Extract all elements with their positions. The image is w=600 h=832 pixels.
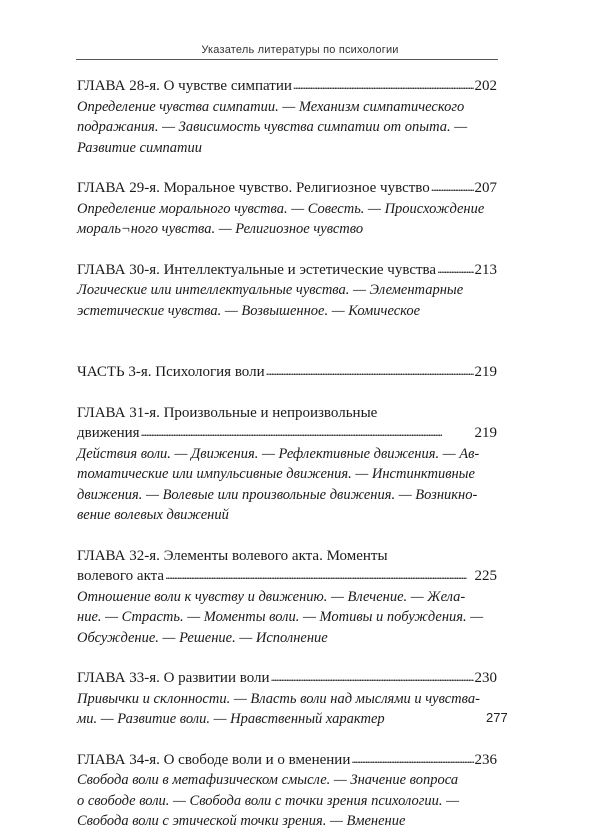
dot-leader — [293, 75, 474, 96]
description-line: вение волевых движений — [77, 507, 229, 523]
dot-leader — [141, 422, 474, 443]
description-line: подражания. — Зависимость чувства симпатии от опыта. — — [77, 119, 468, 135]
chapter-title: ГЛАВА 28-я. О чувстве симпатии — [77, 78, 292, 94]
chapter-heading-line — [77, 566, 497, 587]
page-number: 219 — [474, 364, 497, 380]
toc-entry-chapter-33 — [77, 668, 497, 730]
page-number: 213 — [474, 261, 497, 278]
toc-entry-chapter-28 — [77, 76, 497, 158]
chapter-heading-line — [77, 750, 497, 771]
toc-entry-chapter-34 — [77, 750, 497, 832]
description-line: Действия воли. — Движения. — Рефлективные движения. — Ав- — [77, 445, 480, 462]
chapter-title-continued: движения — [77, 425, 140, 441]
chapter-heading-line — [77, 178, 497, 199]
dot-leader — [165, 565, 473, 586]
description-line: ми. — Развитие воли. — Нравственный характер — [77, 711, 385, 727]
chapter-heading-line — [77, 668, 497, 689]
page-number: 202 — [474, 78, 497, 94]
description-line: мораль¬ного чувства. — Религиозное чувство — [77, 221, 364, 237]
dot-leader — [437, 259, 473, 280]
toc-entry-chapter-32 — [77, 546, 497, 649]
description-line: эстетические чувства. — Возвышенное. — Комическое — [77, 302, 421, 319]
part-title: ЧАСТЬ 3-я. Психология воли — [77, 364, 265, 380]
chapter-description — [77, 587, 497, 649]
description-line: ние. — Страсть. — Моменты воли. — Мотивы и побуждения. — — [77, 609, 484, 625]
chapter-heading-line — [77, 423, 497, 444]
dot-leader — [271, 667, 474, 688]
dot-leader — [266, 361, 474, 382]
dot-leader — [431, 177, 474, 198]
description-line: Свобода воли с этической точки зрения. — Вменение — [77, 813, 406, 829]
chapter-title: ГЛАВА 30-я. Интеллектуальные и эстетические чувства — [77, 261, 437, 278]
description-line: Свобода воли в метафизическом смысле. — Значение вопроса — [77, 772, 459, 788]
chapter-title: ГЛАВА 34-я. О свободе воли и о вменении — [77, 751, 351, 768]
description-line: о свободе воли. — Свобода воли с точки зрения психологии. — — [77, 792, 460, 809]
description-line: Определение морального чувства. — Совесть. — Происхождение — [77, 200, 485, 217]
description-line: Обсуждение. — Решение. — Исполнение — [77, 629, 328, 646]
chapter-description — [77, 770, 497, 832]
chapter-title: ГЛАВА 29-я. Моральное чувство. Религиозное чувство — [77, 180, 430, 196]
chapter-title: ГЛАВА 31-я. Произвольные и непроизвольные — [77, 404, 378, 421]
chapter-description — [77, 689, 497, 730]
chapter-title: ГЛАВА 32-я. Элементы волевого акта. Моменты — [77, 547, 388, 564]
chapter-description — [77, 280, 497, 321]
table-of-contents — [77, 76, 497, 832]
toc-entry-chapter-29 — [77, 178, 497, 240]
page-number: 230 — [474, 670, 497, 686]
chapter-description — [77, 444, 497, 526]
description-line: Отношение воли к чувству и движению. — Влечение. — Жела- — [77, 588, 466, 605]
description-line: движения. — Волевые или произвольные движения. — Возникно- — [77, 486, 478, 503]
description-line: Развитие симпатии — [77, 139, 202, 156]
page-number: 225 — [474, 568, 497, 584]
chapter-title: ГЛАВА 33-я. О развитии воли — [77, 670, 270, 686]
chapter-description — [77, 199, 497, 240]
description-line: томатические или импульсивные движения. — Инстинктивные — [77, 466, 475, 482]
dot-leader — [351, 749, 473, 770]
description-line: Логические или интеллектуальные чувства. — Элементарные — [77, 282, 464, 298]
running-title: Указатель литературы по психологии — [201, 44, 399, 56]
toc-entry-chapter-31 — [77, 403, 497, 526]
toc-entry-chapter-30 — [77, 260, 497, 322]
page-number: 236 — [474, 751, 497, 768]
page-number: 219 — [474, 425, 497, 441]
chapter-title-continued: волевого акта — [77, 568, 165, 584]
description-line: Определение чувства симпатии. — Механизм симпатического — [77, 98, 465, 115]
page-folio: 277 — [486, 710, 508, 725]
chapter-heading-line — [77, 260, 497, 281]
page-number: 207 — [474, 180, 497, 196]
toc-entry-part-3 — [77, 362, 497, 383]
chapter-heading-line — [77, 76, 497, 97]
header-rule — [76, 59, 498, 60]
part-heading-line — [77, 362, 497, 383]
chapter-description — [77, 97, 497, 159]
description-line: Привычки и склонности. — Власть воли над мыслями и чувства- — [77, 690, 480, 707]
